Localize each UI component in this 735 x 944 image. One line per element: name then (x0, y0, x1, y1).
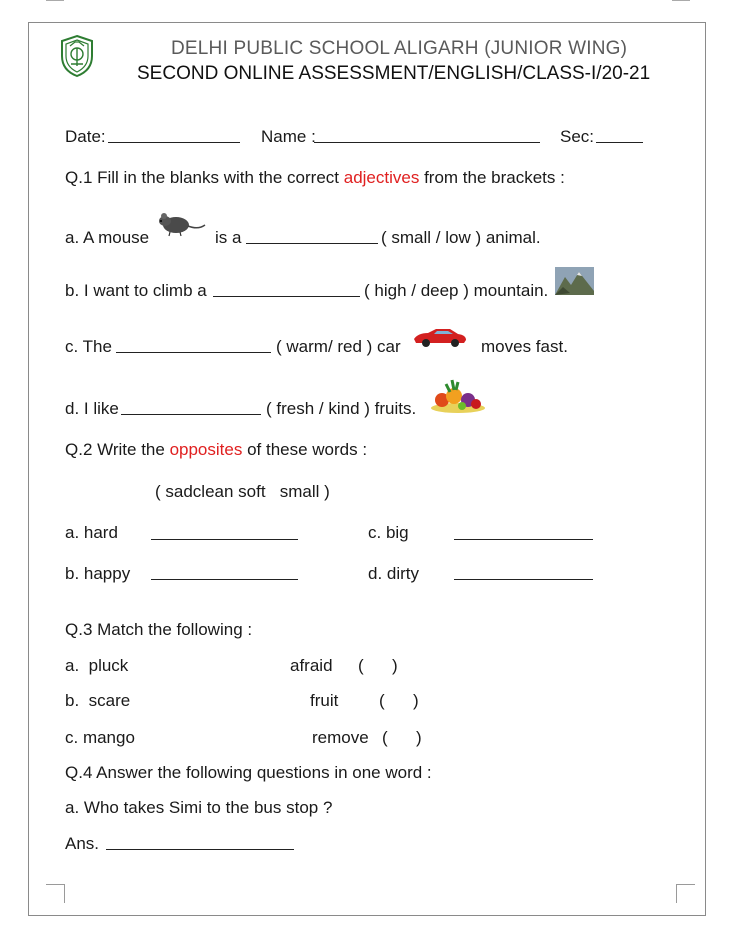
q1a-options: ( small / low ) animal. (381, 228, 541, 247)
corner-mark (676, 884, 695, 903)
q2-prefix: Q.2 Write the (65, 440, 170, 459)
q1d-options: ( fresh / kind ) fruits. (266, 399, 417, 418)
name-field[interactable] (314, 142, 540, 143)
school-crest-icon (58, 34, 96, 78)
page-edge-mark (46, 0, 64, 1)
q2-highlight: opposites (169, 440, 243, 459)
q3-left-2: b. scare (65, 691, 131, 710)
q3-left-3: c. mango (65, 728, 135, 747)
q3-bracket-1[interactable]: ( ) (358, 656, 398, 675)
q1-title (65, 168, 565, 188)
mountain-image (555, 267, 594, 295)
q4-ans-label: Ans. (65, 834, 100, 853)
q1c-blank[interactable] (116, 352, 271, 353)
fruits-image (428, 376, 486, 414)
mouse-icon (156, 208, 206, 238)
q2d-blank[interactable] (454, 579, 593, 580)
q2-options: ( sadclean soft small ) (155, 482, 330, 501)
date-label: Date: (65, 127, 106, 146)
q3-left-1: a. pluck (65, 656, 129, 675)
q3-bracket-3[interactable]: ( ) (382, 728, 422, 747)
q2b-blank[interactable] (151, 579, 298, 580)
q3-right-1: afraid (290, 656, 333, 675)
q2c-word: c. big (368, 523, 409, 542)
q1d-label: d. I like (65, 399, 119, 418)
q2-title (65, 440, 367, 460)
q1c-options: ( warm/ red ) car (276, 337, 401, 356)
q1-prefix: Q.1 Fill in the blanks with the correct (65, 168, 344, 187)
q2-suffix: of these words : (242, 440, 368, 459)
school-name: DELHI PUBLIC SCHOOL ALIGARH (JUNIOR WING) (171, 38, 628, 59)
q1a-label: a. A mouse (65, 228, 150, 247)
q1a-blank[interactable] (246, 243, 378, 244)
car-image (412, 325, 468, 349)
q2d-word: d. dirty (368, 564, 420, 583)
q1b-options: ( high / deep ) mountain. (364, 281, 549, 300)
q3-right-3: remove (312, 728, 369, 747)
q3-title: Q.3 Match the following : (65, 620, 253, 639)
q4-title: Q.4 Answer the following questions in one word : (65, 763, 432, 782)
name-label: Name : (261, 127, 316, 146)
q2a-blank[interactable] (151, 539, 298, 540)
q2b-word: b. happy (65, 564, 131, 583)
q1c-end: moves fast. (481, 337, 568, 356)
q1c-label: c. The (65, 337, 112, 356)
q2a-word: a. hard (65, 523, 118, 542)
assessment-title: SECOND ONLINE ASSESSMENT/ENGLISH/CLASS-I/20-21 (137, 63, 651, 84)
q4-question: a. Who takes Simi to the bus stop ? (65, 798, 333, 817)
q2c-blank[interactable] (454, 539, 593, 540)
sec-field[interactable] (596, 142, 643, 143)
sec-label: Sec: (560, 127, 595, 146)
q1-suffix: from the brackets : (419, 168, 565, 187)
q1b-label: b. I want to climb a (65, 281, 207, 300)
q1d-blank[interactable] (121, 414, 261, 415)
q3-right-2: fruit (310, 691, 339, 710)
q3-bracket-2[interactable]: ( ) (379, 691, 419, 710)
q4-answer-blank[interactable] (106, 849, 294, 850)
q1a-is-a: is a (215, 228, 242, 247)
q1-highlight: adjectives (343, 168, 420, 187)
page-edge-mark (672, 0, 690, 1)
corner-mark (46, 884, 65, 903)
date-field[interactable] (108, 142, 240, 143)
q1b-blank[interactable] (213, 296, 360, 297)
